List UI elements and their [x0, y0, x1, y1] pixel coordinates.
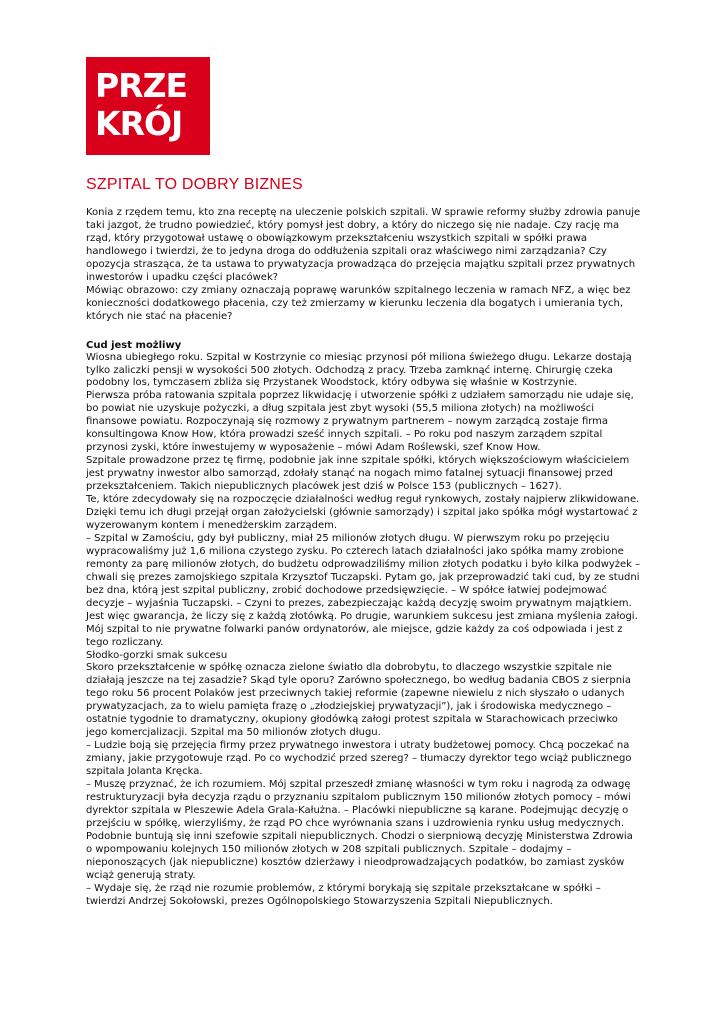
- body-paragraph-9: Podobnie buntują się inni szefowie szpitali niepublicznych. Chodzi o sierpniową decyzję Ministerstwa Zdrowia o wpompowaniu kolejnych 150 milionów złotych w 208 szpitali publicznych. Szpitale – dodajmy – nieponoszących (jak niepubliczne) kosztów dzierżawy i nieodprowadzających podatków, bo zamiast zysków wciąż generują straty.: [86, 830, 633, 881]
- section-heading: Cud jest możliwy: [86, 339, 182, 351]
- body-paragraph-7: – Ludzie boją się przejęcia firmy przez prywatnego inwestora i utraty budżetowej pomocy. Chcą poczekać na zmiany, jakie przygotowuje rząd. Po co wychodzić przed szereg? – tłumaczy dyrektor tego wciąż publicznego szpitala Jolanta Kręcka.: [86, 740, 632, 778]
- body-paragraph-3: Szpitale prowadzone przez tę firmę, podobnie jak inne szpitale spółki, których większościowym właścicielem jest prywatny inwestor albo samorząd, zdołały stanąć na nogach mimo fatalnej sytuacji finansowej przed przekształceniem. Takich niepublicznych placówek jest dziś w Polsce 153 (publicznych – 1627).: [86, 455, 630, 493]
- body-paragraph-10: – Wydaje się, że rząd nie rozumie problemów, z którymi borykają się szpitale przekształcane w spółki – twierdzi Andrzej Sokołowski, prezes Ogólnopolskiego Stowarzyszenia Szpitali Niepublicznych.: [86, 882, 601, 907]
- body-paragraph-4: Te, które zdecydowały się na rozpoczęcie działalności według reguł rynkowych, zostały najpierw zlikwidowane. Dzięki temu ich długi przejął organ założycielski (głównie samorządy) i szpital jako spółka mógł wystartować z wyzerowanym kontem i menedżerskim zarządem.: [86, 494, 640, 531]
- body-subheading: Słodko-gorzki smak sukcesu: [86, 649, 228, 661]
- intro-paragraph-1: Konia z rzędem temu, kto zna receptę na uleczenie polskich szpitali. W sprawie reformy służby zdrowia panuje taki jazgot, że trudno powiedzieć, który pomysł jest dobry, a który do niczego się nie nadaje. Czy rację ma rząd, który przygotował ustawę o obowiązkowym przekształceniu wszystkich szpitali w spółki prawa handlowego i twierdzi, że to jedyna droga do oddłużenia szpitali oraz właściwego nimi zarządzania? Czy opozycja strasząca, że ta ustawa to prywatyzacja prowadząca do przejęcia majątku szpitali przez prywatnych inwestorów i upadku części placówek?: [86, 207, 641, 283]
- przekroj-logo: [86, 57, 210, 155]
- body-paragraph-1: Wiosna ubiegłego roku. Szpital w Kostrzynie co miesiąc przynosi pół miliona świeżego długu. Lekarze dostają tylko zaliczki pensji w wysokości 500 złotych. Odchodzą z pracy. Trzeba zamknąć internę. Chirurgię czeka podobny los, tymczasem zbliża się Przystanek Woodstock, który odbywa się właśnie w Kostrzynie.: [86, 351, 632, 389]
- body-paragraph-2: Pierwsza próba ratowania szpitala poprzez likwidację i utworzenie spółki z udziałem samorządu nie udaje się, bo powiat nie uzyskuje pożyczki, a dług szpitala jest zbyt wysoki (55,5 miliona złotych) na możliwości finansowe powiatu. Rozpoczynają się rozmowy z prywatnym partnerem – nowym zarządcą zostaje firma konsultingowa Know How, która prowadzi sześć innych szpitali. – Po roku pod naszym zarządem szpital przynosi zyski, które inwestujemy w wyposażenie – mówi Adam Roślewski, szef Know How.: [86, 390, 634, 454]
- logo-line-2: KRÓJ: [95, 104, 183, 143]
- body-paragraph-5: – Szpital w Zamościu, gdy był publiczny, miał 25 milionów złotych długu. W pierwszym roku po przejęciu wypracowaliśmy już 1,6 miliona czystego zysku. Po czterech latach działalności jako spółka mamy zrobione remonty za parę milionów złotych, do budżetu odprowadziliśmy milion złotych podatku i było kilka podwyżek – chwali się prezes zamojskiego szpitala Krzysztof Tuczapski. Pytam go, jak przeprowadzić taki cud, by ze studni bez dna, którą jest szpital publiczny, zrobić dochodowe przedsięwzięcie. – W spółce łatwiej podejmować decyzje – wyjaśnia Tuczapski. – Czyni to prezes, zabezpieczając każdą decyzję swoim prywatnym majątkiem. Jest więc gwarancja, że liczy się z każdą złotówką. Po drugie, warunkiem sukcesu jest zmiana myślenia załogi. Mój szpital to nie prywatne folwarki panów ordynatorów, ale miejsce, gdzie każdy za coś odpowiada i jest z tego rozliczany.: [86, 532, 641, 648]
- body-paragraph-8: – Muszę przyznać, że ich rozumiem. Mój szpital przeszedł zmianę własności w tym roku i nagrodą za odwagę restrukturyzacji była decyzja rządu o przyznaniu szpitalom publicznym 150 milionów złotych pomocy – mówi dyrektor szpitala w Pleszewie Adela Grala-Kałużna. – Placówki niepubliczne są karane. Podejmując decyzję o przejściu w spółkę, wierzyliśmy, że rząd PO chce wyrównania szans i uzdrowienia rynku usług medycznych.: [86, 779, 631, 829]
- logo-line-1: PRZE: [95, 66, 188, 105]
- article-title: SZPITAL TO DOBRY BIZNES: [86, 176, 303, 193]
- article-body: [86, 207, 642, 909]
- intro-paragraph-2: Mówiąc obrazowo: czy zmiany oznaczają poprawę warunków szpitalnego leczenia w ramach NFZ, a więc bez konieczności dodatkowego płacenia, czy też zmierzamy w kierunku leczenia dla bogatych i umierania tych, których nie stać na płacenie?: [86, 284, 631, 322]
- section-spacer: [86, 324, 642, 339]
- body-paragraph-6: Skoro przekształcenie w spółkę oznacza zielone światło dla dobrobytu, to dlaczego wszystkie szpitale nie działają jeszcze na tej zasadzie? Skąd tyle oporu? Zarówno społecznego, bo według badania CBOS z sierpnia tego roku 56 procent Polaków jest przeciwnych takiej reformie (zapewne niewielu z nich słyszało o udanych prywatyzacjach, za to wielu pamięta frazę o „złodziejskiej prywatyzacji”), jak i środowiska medycznego – ostatnie tygodnie to dramatyczny, okupiony głodówką załogi protest szpitala w Starachowicach przeciwko jego komercjalizacji. Szpital ma 50 milionów złotych długu.: [86, 662, 631, 739]
